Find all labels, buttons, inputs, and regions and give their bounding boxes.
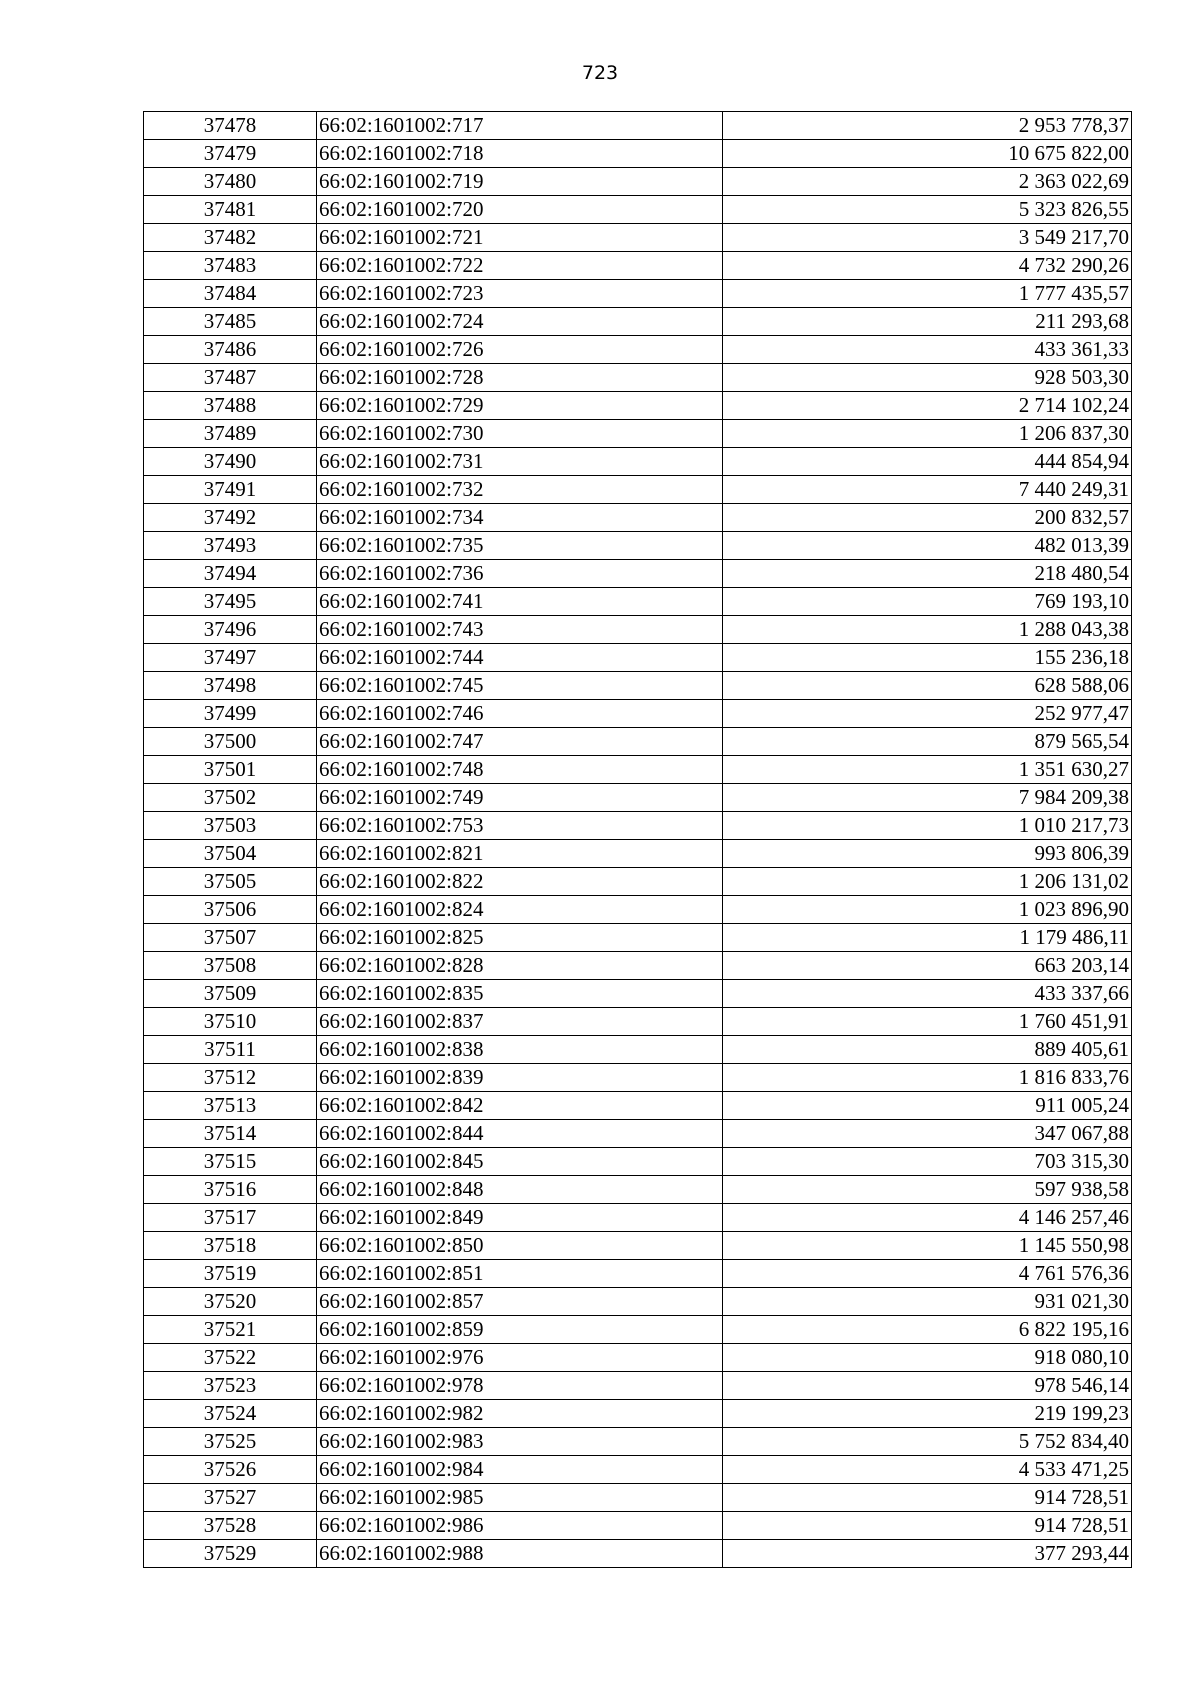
cadastral-number: 66:02:1601002:743 bbox=[317, 616, 723, 644]
table-row bbox=[144, 1008, 1132, 1036]
cadastral-number: 66:02:1601002:736 bbox=[317, 560, 723, 588]
row-number: 37480 bbox=[144, 168, 317, 196]
cadastral-value: 769 193,10 bbox=[723, 588, 1132, 616]
cadastral-number: 66:02:1601002:748 bbox=[317, 756, 723, 784]
table-row bbox=[144, 532, 1132, 560]
cadastral-number: 66:02:1601002:724 bbox=[317, 308, 723, 336]
cadastral-number: 66:02:1601002:986 bbox=[317, 1512, 723, 1540]
table-row bbox=[144, 392, 1132, 420]
table-row bbox=[144, 868, 1132, 896]
cadastral-value: 1 145 550,98 bbox=[723, 1232, 1132, 1260]
row-number: 37521 bbox=[144, 1316, 317, 1344]
cadastral-value: 3 549 217,70 bbox=[723, 224, 1132, 252]
row-number: 37502 bbox=[144, 784, 317, 812]
cadastral-value: 482 013,39 bbox=[723, 532, 1132, 560]
table-row bbox=[144, 476, 1132, 504]
cadastral-value: 6 822 195,16 bbox=[723, 1316, 1132, 1344]
row-number: 37513 bbox=[144, 1092, 317, 1120]
cadastral-number: 66:02:1601002:982 bbox=[317, 1400, 723, 1428]
cadastral-value: 1 288 043,38 bbox=[723, 616, 1132, 644]
cadastral-value: 1 816 833,76 bbox=[723, 1064, 1132, 1092]
row-number: 37517 bbox=[144, 1204, 317, 1232]
row-number: 37523 bbox=[144, 1372, 317, 1400]
row-number: 37508 bbox=[144, 952, 317, 980]
cadastral-number: 66:02:1601002:718 bbox=[317, 140, 723, 168]
table-row bbox=[144, 1428, 1132, 1456]
cadastral-number: 66:02:1601002:822 bbox=[317, 868, 723, 896]
table-row bbox=[144, 952, 1132, 980]
cadastral-value: 1 777 435,57 bbox=[723, 280, 1132, 308]
cadastral-value: 4 533 471,25 bbox=[723, 1456, 1132, 1484]
row-number: 37494 bbox=[144, 560, 317, 588]
cadastral-value: 1 351 630,27 bbox=[723, 756, 1132, 784]
row-number: 37514 bbox=[144, 1120, 317, 1148]
cadastral-value: 347 067,88 bbox=[723, 1120, 1132, 1148]
cadastral-number: 66:02:1601002:746 bbox=[317, 700, 723, 728]
row-number: 37515 bbox=[144, 1148, 317, 1176]
cadastral-value: 1 206 837,30 bbox=[723, 420, 1132, 448]
row-number: 37498 bbox=[144, 672, 317, 700]
table-row bbox=[144, 728, 1132, 756]
cadastral-value: 7 984 209,38 bbox=[723, 784, 1132, 812]
row-number: 37525 bbox=[144, 1428, 317, 1456]
cadastral-number: 66:02:1601002:837 bbox=[317, 1008, 723, 1036]
row-number: 37528 bbox=[144, 1512, 317, 1540]
row-number: 37516 bbox=[144, 1176, 317, 1204]
table-row bbox=[144, 1372, 1132, 1400]
row-number: 37490 bbox=[144, 448, 317, 476]
row-number: 37509 bbox=[144, 980, 317, 1008]
cadastral-number: 66:02:1601002:859 bbox=[317, 1316, 723, 1344]
table-row bbox=[144, 1232, 1132, 1260]
cadastral-value: 10 675 822,00 bbox=[723, 140, 1132, 168]
cadastral-number: 66:02:1601002:976 bbox=[317, 1344, 723, 1372]
page-number: 723 bbox=[581, 62, 619, 84]
row-number: 37504 bbox=[144, 840, 317, 868]
table-row bbox=[144, 812, 1132, 840]
cadastral-value: 377 293,44 bbox=[723, 1540, 1132, 1568]
table-row bbox=[144, 756, 1132, 784]
row-number: 37522 bbox=[144, 1344, 317, 1372]
cadastral-value: 4 732 290,26 bbox=[723, 252, 1132, 280]
table-row bbox=[144, 1176, 1132, 1204]
row-number: 37485 bbox=[144, 308, 317, 336]
cadastral-number: 66:02:1601002:719 bbox=[317, 168, 723, 196]
cadastral-number: 66:02:1601002:731 bbox=[317, 448, 723, 476]
table-row bbox=[144, 616, 1132, 644]
table-row bbox=[144, 1484, 1132, 1512]
cadastral-number: 66:02:1601002:717 bbox=[317, 112, 723, 140]
cadastral-value: 914 728,51 bbox=[723, 1484, 1132, 1512]
table-row bbox=[144, 224, 1132, 252]
cadastral-number: 66:02:1601002:851 bbox=[317, 1260, 723, 1288]
table-row bbox=[144, 308, 1132, 336]
row-number: 37511 bbox=[144, 1036, 317, 1064]
cadastral-value: 597 938,58 bbox=[723, 1176, 1132, 1204]
table-row bbox=[144, 504, 1132, 532]
cadastral-number: 66:02:1601002:857 bbox=[317, 1288, 723, 1316]
table-row bbox=[144, 1064, 1132, 1092]
cadastral-value: 5 752 834,40 bbox=[723, 1428, 1132, 1456]
cadastral-number: 66:02:1601002:844 bbox=[317, 1120, 723, 1148]
cadastral-value: 911 005,24 bbox=[723, 1092, 1132, 1120]
table-row bbox=[144, 280, 1132, 308]
table-row bbox=[144, 1148, 1132, 1176]
cadastral-number: 66:02:1601002:983 bbox=[317, 1428, 723, 1456]
table-row bbox=[144, 196, 1132, 224]
row-number: 37512 bbox=[144, 1064, 317, 1092]
row-number: 37488 bbox=[144, 392, 317, 420]
row-number: 37500 bbox=[144, 728, 317, 756]
row-number: 37505 bbox=[144, 868, 317, 896]
table-row bbox=[144, 560, 1132, 588]
row-number: 37497 bbox=[144, 644, 317, 672]
table-row bbox=[144, 1540, 1132, 1568]
cadastral-value: 252 977,47 bbox=[723, 700, 1132, 728]
cadastral-value: 914 728,51 bbox=[723, 1512, 1132, 1540]
row-number: 37519 bbox=[144, 1260, 317, 1288]
row-number: 37493 bbox=[144, 532, 317, 560]
cadastral-value: 928 503,30 bbox=[723, 364, 1132, 392]
row-number: 37518 bbox=[144, 1232, 317, 1260]
table-row bbox=[144, 1120, 1132, 1148]
row-number: 37487 bbox=[144, 364, 317, 392]
cadastral-number: 66:02:1601002:730 bbox=[317, 420, 723, 448]
table-row bbox=[144, 840, 1132, 868]
table-row bbox=[144, 588, 1132, 616]
row-number: 37506 bbox=[144, 896, 317, 924]
table-row bbox=[144, 924, 1132, 952]
cadastral-value: 2 714 102,24 bbox=[723, 392, 1132, 420]
row-number: 37496 bbox=[144, 616, 317, 644]
row-number: 37510 bbox=[144, 1008, 317, 1036]
cadastral-number: 66:02:1601002:729 bbox=[317, 392, 723, 420]
row-number: 37507 bbox=[144, 924, 317, 952]
cadastral-value: 703 315,30 bbox=[723, 1148, 1132, 1176]
cadastral-value: 433 337,66 bbox=[723, 980, 1132, 1008]
row-number: 37501 bbox=[144, 756, 317, 784]
cadastral-value: 663 203,14 bbox=[723, 952, 1132, 980]
cadastral-number: 66:02:1601002:747 bbox=[317, 728, 723, 756]
cadastral-number: 66:02:1601002:821 bbox=[317, 840, 723, 868]
cadastral-value: 200 832,57 bbox=[723, 504, 1132, 532]
cadastral-number: 66:02:1601002:721 bbox=[317, 224, 723, 252]
cadastral-value: 211 293,68 bbox=[723, 308, 1132, 336]
cadastral-number: 66:02:1601002:720 bbox=[317, 196, 723, 224]
table-row bbox=[144, 1092, 1132, 1120]
row-number: 37492 bbox=[144, 504, 317, 532]
cadastral-number: 66:02:1601002:734 bbox=[317, 504, 723, 532]
row-number: 37495 bbox=[144, 588, 317, 616]
row-number: 37524 bbox=[144, 1400, 317, 1428]
cadastral-number: 66:02:1601002:722 bbox=[317, 252, 723, 280]
cadastral-number: 66:02:1601002:988 bbox=[317, 1540, 723, 1568]
cadastral-value: 433 361,33 bbox=[723, 336, 1132, 364]
table-row bbox=[144, 420, 1132, 448]
table-row bbox=[144, 112, 1132, 140]
cadastral-number: 66:02:1601002:842 bbox=[317, 1092, 723, 1120]
table-row bbox=[144, 1456, 1132, 1484]
row-number: 37491 bbox=[144, 476, 317, 504]
cadastral-value: 1 023 896,90 bbox=[723, 896, 1132, 924]
cadastral-number: 66:02:1601002:732 bbox=[317, 476, 723, 504]
cadastral-number: 66:02:1601002:978 bbox=[317, 1372, 723, 1400]
row-number: 37481 bbox=[144, 196, 317, 224]
cadastral-value: 1 760 451,91 bbox=[723, 1008, 1132, 1036]
table-row bbox=[144, 784, 1132, 812]
cadastral-number: 66:02:1601002:726 bbox=[317, 336, 723, 364]
cadastral-value: 7 440 249,31 bbox=[723, 476, 1132, 504]
row-number: 37499 bbox=[144, 700, 317, 728]
row-number: 37489 bbox=[144, 420, 317, 448]
row-number: 37526 bbox=[144, 1456, 317, 1484]
table-row bbox=[144, 168, 1132, 196]
cadastral-value: 218 480,54 bbox=[723, 560, 1132, 588]
table-row bbox=[144, 1400, 1132, 1428]
table-row bbox=[144, 1344, 1132, 1372]
row-number: 37482 bbox=[144, 224, 317, 252]
cadastral-number: 66:02:1601002:984 bbox=[317, 1456, 723, 1484]
cadastral-number: 66:02:1601002:741 bbox=[317, 588, 723, 616]
table-row bbox=[144, 1512, 1132, 1540]
row-number: 37479 bbox=[144, 140, 317, 168]
cadastral-number: 66:02:1601002:828 bbox=[317, 952, 723, 980]
cadastral-number: 66:02:1601002:850 bbox=[317, 1232, 723, 1260]
cadastral-value: 931 021,30 bbox=[723, 1288, 1132, 1316]
table-row bbox=[144, 700, 1132, 728]
cadastral-number: 66:02:1601002:753 bbox=[317, 812, 723, 840]
cadastral-number: 66:02:1601002:735 bbox=[317, 532, 723, 560]
table-row bbox=[144, 672, 1132, 700]
table-row bbox=[144, 1260, 1132, 1288]
cadastral-value: 993 806,39 bbox=[723, 840, 1132, 868]
table-row bbox=[144, 1316, 1132, 1344]
table-row bbox=[144, 1204, 1132, 1232]
cadastral-number: 66:02:1601002:728 bbox=[317, 364, 723, 392]
row-number: 37529 bbox=[144, 1540, 317, 1568]
cadastral-number: 66:02:1601002:838 bbox=[317, 1036, 723, 1064]
table-row bbox=[144, 336, 1132, 364]
cadastral-number: 66:02:1601002:845 bbox=[317, 1148, 723, 1176]
row-number: 37483 bbox=[144, 252, 317, 280]
cadastral-value: 879 565,54 bbox=[723, 728, 1132, 756]
cadastral-value: 444 854,94 bbox=[723, 448, 1132, 476]
table-row bbox=[144, 1288, 1132, 1316]
cadastral-number: 66:02:1601002:848 bbox=[317, 1176, 723, 1204]
cadastral-number: 66:02:1601002:749 bbox=[317, 784, 723, 812]
cadastral-value: 918 080,10 bbox=[723, 1344, 1132, 1372]
table-row bbox=[144, 896, 1132, 924]
cadastral-number: 66:02:1601002:825 bbox=[317, 924, 723, 952]
cadastral-value: 1 010 217,73 bbox=[723, 812, 1132, 840]
cadastral-number: 66:02:1601002:824 bbox=[317, 896, 723, 924]
cadastral-value: 2 953 778,37 bbox=[723, 112, 1132, 140]
cadastral-number: 66:02:1601002:849 bbox=[317, 1204, 723, 1232]
cadastral-value: 2 363 022,69 bbox=[723, 168, 1132, 196]
cadastral-number: 66:02:1601002:744 bbox=[317, 644, 723, 672]
row-number: 37527 bbox=[144, 1484, 317, 1512]
cadastral-number: 66:02:1601002:723 bbox=[317, 280, 723, 308]
row-number: 37486 bbox=[144, 336, 317, 364]
cadastral-value: 219 199,23 bbox=[723, 1400, 1132, 1428]
cadastral-number: 66:02:1601002:839 bbox=[317, 1064, 723, 1092]
cadastral-value: 155 236,18 bbox=[723, 644, 1132, 672]
table-body bbox=[144, 112, 1132, 1568]
cadastral-value: 628 588,06 bbox=[723, 672, 1132, 700]
cadastral-number: 66:02:1601002:745 bbox=[317, 672, 723, 700]
row-number: 37520 bbox=[144, 1288, 317, 1316]
cadastral-number: 66:02:1601002:985 bbox=[317, 1484, 723, 1512]
row-number: 37478 bbox=[144, 112, 317, 140]
row-number: 37484 bbox=[144, 280, 317, 308]
cadastral-value: 978 546,14 bbox=[723, 1372, 1132, 1400]
table-row bbox=[144, 644, 1132, 672]
table-row bbox=[144, 364, 1132, 392]
table-row bbox=[144, 252, 1132, 280]
cadastral-value: 4 761 576,36 bbox=[723, 1260, 1132, 1288]
cadastral-number: 66:02:1601002:835 bbox=[317, 980, 723, 1008]
cadastral-value: 1 206 131,02 bbox=[723, 868, 1132, 896]
cadastral-value: 1 179 486,11 bbox=[723, 924, 1132, 952]
cadastral-value-table bbox=[143, 111, 1132, 1568]
row-number: 37503 bbox=[144, 812, 317, 840]
cadastral-value: 4 146 257,46 bbox=[723, 1204, 1132, 1232]
table-row bbox=[144, 980, 1132, 1008]
table-row bbox=[144, 448, 1132, 476]
table-row bbox=[144, 140, 1132, 168]
table-row bbox=[144, 1036, 1132, 1064]
cadastral-value: 5 323 826,55 bbox=[723, 196, 1132, 224]
cadastral-value: 889 405,61 bbox=[723, 1036, 1132, 1064]
